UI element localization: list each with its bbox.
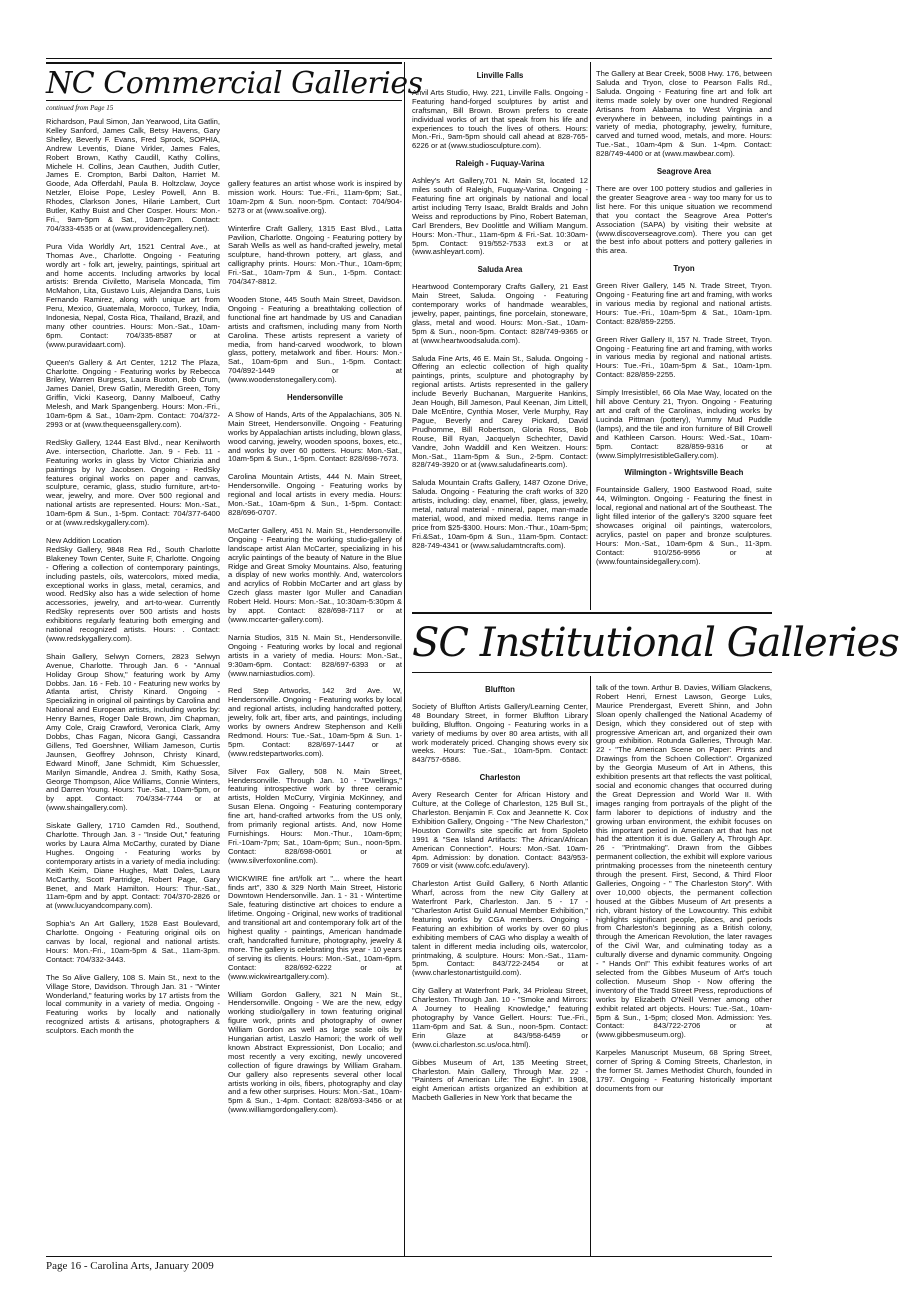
gallery-listing: Heartwood Contemporary Crafts Gallery, 21 East Main Street, Saluda. Ongoing - Featuring contemporary works of handmade wearables, jewelry, paper, paintings, fine porcelain, stoneware, glass, metal and wood. Hours: Mon.-Sat., 10am-5pm & Sun., noon-5pm. Contact: 828/749-9365 or at (www.heartwoodsaluda.com).	[412, 282, 588, 345]
gallery-listing: Siskate Gallery, 1710 Camden Rd., Southend, Charlotte. Through Jan. 3 - "Inside Out," featuring works by Laura Alma McCarthy, curated by Diane Hughes. Ongoing - Featuring works by contemporary artists in a variety of media including: Keith Keim, Diane Hughes, Matt Dales, Laura McCarthy, Scott Partridge, Robert Page, Gary Benet, and Mark Hamilton. Hours: Thur.-Sat., 11am-6pm and by appt. Contact: 704/370-2826 or at (www.lucyandcompany.com).	[46, 821, 220, 911]
nc-title-rule-bottom	[46, 100, 402, 101]
gallery-listing: Winterfire Craft Gallery, 1315 East Blvd., Latta Pavilion, Charlotte. Ongoing - Featuring pottery by Sarah Wells as well as hand-crafted jewelry, metal sculpture, hand-thrown pottery, art glass, and calligraphy prints. Hours: Mon.-Thur., 10am-6pm; Fri.-Sat., 10am-7pm & Sun., 1-5pm. Contact: 704/347-8812.	[228, 223, 402, 287]
continued-note: continued from Page 15	[46, 104, 114, 112]
region-heading: Linville Falls	[476, 71, 524, 80]
gallery-listing: Shain Gallery, Selwyn Corners, 2823 Selwyn Avenue, Charlotte. Through Jan. 6 - "Annual Holiday Group Show," featuring work by Amy Dobbs. Jan. 16 - Feb. 10 - Featuring new works by Atlanta artist, Christy Kinard. Ongoing - Specializing in original oil paintings by Carolina and National and European artists, including works by: Henry Barnes, Roger Dale Brown, Jim Chapman, Amy Cole, Craig Crawford, Veronica Clark, Amy Dobbs, Chas Fagan, Nicora Gangi, Cassandra Gillens, Ted Goershner, William Jameson, Curtis Jaunsen, Geoffrey Johnson, Christy Kinard, Edward Minoff, Jane Schmidt, Kim Schuessler, Marilyn Simandle, Andrea J. Smith, Kathy Sosa, George Thompson, Alice Williams, Connie Winters, and Darren Young. Hours: Tue.-Sat., 10am-5pm, or by appt. Contact: 704/334-7744 or at (www.shaingallery.com).	[46, 651, 220, 813]
column-3-lower	[412, 684, 588, 1112]
gallery-listing: Charleston Artist Guild Gallery, 6 North Atlantic Wharf, across from the new City Gallery at Waterfront Park, Charleston. Jan. 5 - 17 - "Charleston Artist Guild Annual Member Exhibition," featuring works by CGA members. Ongoing - Featuring an exhibition of works by over 60 plus exhibiting members of CAG who display a wealth of talent in different media including oils, watercolor, printmaking, & sculpture. Hours: Mon.-Sat., 11am-5pm. Contact: 843/722-2454 or at (www.charlestonartistguild.com).	[412, 879, 588, 978]
sc-title-rule-bottom	[412, 672, 772, 673]
column-2	[228, 180, 402, 1124]
gallery-listing: New Addition Location RedSky Gallery, 9848 Rea Rd., South Charlotte Blakeney Town Center, Suite F, Charlotte. Ongoing - Offering a collection of contemporary paintings, including pastels, oils, watercolors, mixed media, exceptional works in glass, metal, ceramics, and wood. RedSky also has a wide selection of home accessories, jewelry, and art-to-wear. Currently RedSky represents over 500 artists and hosts exhibitions regularly featuring both emerging and national recognized artists. Hours: . Contact: (www.redskygallery.com).	[46, 535, 220, 643]
region-heading: Raleigh - Fuquay-Varina	[455, 159, 545, 169]
gallery-listing: A Show of Hands, Arts of the Appalachians, 305 N. Main Street, Hendersonville. Ongoing - Featuring works by Appalachian artists including, blown glass, wood carving, jewelry, wooden spoons, boxes, etc., and works by over 60 potters. Hours: Mon.-Sat., 10am-5pm & Sun., 1-5pm. Contact: 828/698-7673.	[228, 409, 402, 464]
gallery-listing: Richardson, Paul Simon, Jan Yearwood, Lita Gatlin, Kelley Sanford, James Calk, Betsy Havens, Gary Shelley, Beverly F. Evans, Fred Sprock, SOPHIA, Andrew Leventis, Diane Virkler, James Fales, Robert Brown, Kathy Caudill, Kathy Collins, Michele H. Collins, Jean Cauthen, Judith Cutler, James E. Crompton, Barbi Dalton, Harriet M. Goode, Ada Offerdahl, Paula B. Holtzclaw, Joyce Netzler, Eloise Pope, Lesley Powell, Ann B. Rhodes, Clarkson Jones, Hilarie Lambert, Curt Butler, Kathy Buist and Cher Cosper. Hours: Mon.-Fri., 9am-5pm & Sat., 10am-2pm. Contact: 704/333-4535 or at (www.providencegallery.net).	[46, 117, 220, 233]
gallery-listing: Silver Fox Gallery, 508 N. Main Street, Hendersonville. Through Jan. 10 - "Dwellings," featuring introspective work by three ceramic artists, Holden McCurry, Virginia McKinney, and Susan Elena. Ongoing - Featuring contemporary fine art, hand-crafted artworks from the US only, from primarily regional artists. And, now Home Furnishings. Hours: Mon.-Thur., 10am-6pm; Fri.-10am-7pm; Sat., 10am-6pm; Sun., noon-5pm. Contact: 828/698-0601 or at (www.silverfoxonline.com).	[228, 766, 402, 865]
column-4	[596, 70, 772, 576]
gallery-listing: William Gordon Gallery, 321 N Main St., Hendersonville. Ongoing - We are the new, edgy working studio/gallery in town featuring original figure work, prints and photography of owner William Gordon as well as large scale oils by Hungarian artist, Laszlo Hamori; the work of well known Abstract Expressionist, Don Localio; and most recently a very exciting, newly uncovered collection of figure drawings by William Graham. Our gallery also represents several other local artists working in oils, fibers, photography and clay and a few other surprises. Hours: Mon.-Sat., 10am-5pm & Sun., 1-4pm. Contact: 828/693-3456 or at (www.williamgordongallery.com).	[228, 989, 402, 1115]
sc-section-title: SC Institutional Galleries	[412, 620, 899, 666]
region-heading: Hendersonville	[287, 393, 343, 403]
region-heading: Seagrove Area	[656, 167, 712, 177]
nc-title-rule-top	[46, 62, 402, 64]
gallery-listing: Karpeles Manuscript Museum, 68 Spring Street, corner of Spring & Coming Streets, Charleston, in the former St. James Methodist Church, founded in 1797. Ongoing - Featuring historically important documents from our	[596, 1048, 772, 1093]
gallery-listing: talk of the town. Arthur B. Davies, William Glackens, Robert Henri, Ernest Lawson, George Luks, Maurice Prendergast, Everett Shinn, and John Sloan openly challenged the National Academy of Design, which they considered out of step with progressive American art, and organized their own group exhibition. Rotunda Galleries, Through Mar. 22 - "The American Scene on Paper: Prints and Drawings from the Schoen Collection". Organized by the Georgia Museum of Art in Athens, this exhibition presents art that reflects the vast political, social and economic changes that occurred during the Great Depression and World War II. With images ranging from portrayals of the plight of the farm laborer to depictions of industry and the growing urban environment, the exhibit focuses on this important period in American art that has not had the attention it is due. Gallery A, Through Apr. 26 - "Printmaking". Drawn from the Gibbes permanent collection, the exhibit will explore various printmaking processes from the nineteenth century through the present. First, Second, & Third Floor Galleries, Ongoing - " The Charleston Story". With over 10,000 objects, the permanent collection housed at the Gibbes Museum of Art presents a rich, vibrant history of the Lowcountry. This exhibit highlights significant people, places, and periods from Charleston's beginning as a British colony, through the American Revolution, the later ravages of the Civil War, and culminating today as a culturally diverse and dynamic community. Ongoing - " Hands On!" This exhibit features works of art selected from the Gibbes Museum of Art's touch collection. Museum Shop - Now offering the inventory of the Tradd Street Press, reproductions of works by Elizabeth O'Neill Verner among other exhibit related art objects. Hours: Tue.-Sat., 10am-5pm & Sun., 1-5pm; closed Mon. Admission: Yes. Contact: 843/722-2706 or at (www.gibbesmuseum.org).	[596, 683, 773, 1040]
gallery-listing: City Gallery at Waterfront Park, 34 Prioleau Street, Charleston. Through Jan. 10 - "Smoke and Mirrors: A Journey to Healing Knowledge," featuring photography by Vance Gellert. Hours: Tue.-Fri., 11am-6pm and Sat. & Sun., noon-5pm. Contact: Erin Glaze at 843/958-6459 or (www.ci.charleston.sc.us/oca.html).	[412, 986, 588, 1049]
gallery-listing: McCarter Gallery, 451 N. Main St., Hendersonville. Ongoing - Featuring the working studio-gallery of landscape artist Alan McCarter, specializing in his acrylic paintings of the beauty of Nature in the Blue Ridge and Great Smoky Mountains. Also, featuring a display of new works monthly. And, watercolors and acrylics of Robbin McCarter and art glass by Czech glass master Igor Muller and Canadian Robert Held. Hours: Mon.-Sat., 10:30am-5:30pm & by appt. Contact: 828/698-7117 or at (www.mccarter-gallery.com).	[228, 525, 402, 624]
nc-section-title: NC Commercial Galleries	[46, 66, 423, 101]
gallery-listing: The Gallery at Bear Creek, 5008 Hwy. 176, between Saluda and Tryon, close to Pearson Falls Rd., Saluda. Ongoing - Featuring fine art and folk art items made solely by over one hundred Regional Artisans from Alabama to West Virginia and everywhere in between, including paintings in a variety of media, photography, jewelry, furniture, carved and turned wood, metals, and more. Hours: Tue.-Sat., 10am-4pm & Sun. 1-4pm. Contact: 828/749-4400 or at (www.mawbear.com).	[596, 69, 772, 159]
bottom-rule	[46, 1256, 772, 1257]
gallery-listing: Red Step Artworks, 142 3rd Ave. W, Hendersonville. Ongoing - Featuring works by local and regional artists, including handcrafted pottery, jewelry, folk art, fiber arts, and paintings, including works by owners Andrew Stephenson and Kelli Redmond. Hours: Tue.-Sat., 10am-5pm & Sun. 1-5pm. Contact: 828/697-1447 or at (www.redstepartworks.com).	[228, 686, 402, 758]
gallery-listing: Fountainside Gallery, 1900 Eastwood Road, suite 44, Wilmington. Ongoing - Featuring the finest in local, regional and national art of the Southeast. The light filled interior of the gallery's 3200 square feet showcases original oil paintings, watercolors, acrylics, pastel on paper and bronze sculptures. Hours: Mon.-Sat., 10am-6pm & Sun., 11-3pm. Contact: 910/256-9956 or at (www.fountainsidegallery.com).	[596, 485, 772, 566]
gallery-listing: Avery Research Center for African History and Culture, at the College of Charleston, 125 Bull St., Charleston. Benjamin F. Cox and Jeannette K. Cox Exhibition Gallery, Ongoing - "The New Charleston," Houston Conwill's site specific art from Spoleto 1991 & "Sea Island Artifacts: The African/African American Connection". Hours: Mon.-Sat. 10am-4pm. Admission: by donation. Contact: 843/953-7609 or visit (www.cofc.edu/avery).	[412, 790, 588, 871]
column-3	[412, 70, 588, 560]
region-heading: Bluffton	[485, 685, 515, 694]
gallery-listing: Queen's Gallery & Art Center, 1212 The Plaza, Charlotte. Ongoing - Featuring works by Rebecca Briley, Warren Burgess, Laura Buxton, Bob Crum, James Daniel, Drew Gatlin, Meredith Green, Tony Griffin, Vicki Kaseorg, Danny Malboeuf, Cathy Melesh, and Mark Spangenberg. Hours: Mon.-Fri., 10am-6pm & Sat., 10am-2pm. Contact: 704/372-2993 or at (www.thequeensgallery.com).	[46, 357, 220, 429]
region-heading: Tryon	[673, 264, 695, 274]
gallery-listing: WICKWIRE fine art/folk art "... where the heart finds art", 330 & 329 North Main Street, Historic Downtown Hendersonville. Jan. 1 - 31 - Wintertime Sale, featuring distinctive art choices to endure a lifetime. Ongoing - Original, new works of traditional and transitional art and contemporary folk art of the highest quality - paintings, American handmade craft, handcrafted furniture, photography, jewelry & more. The gallery is celebrating this year - 10 years of serving its clients. Hours: Mon.-Sat., 10am-6pm. Contact: 828/692-6222 or at (www.wickwireartgallery.com).	[228, 873, 402, 981]
gallery-listing: Ashley's Art Gallery,701 N. Main St, located 12 miles south of Raleigh, Fuquay-Varina. Ongoing - Featuring fine art originals by national and local artist including Terry Isaac, Braldt Bralds and John Weiss and reproductions by Pino, Robert Bateman, Carl Brenders, Bev Doolittle and William Mangum. Hours: Mon.-Thur., 11am-6pm & Fri.-Sat. 10:30am-5pm. Contact: 919/552-7533 ext.3 or at (www.ashleyart.com).	[412, 176, 588, 257]
region-heading: Wilmington - Wrightsville Beach	[624, 468, 744, 478]
column-divider	[404, 62, 405, 1256]
region-heading: Charleston	[479, 773, 521, 783]
sc-title-rule-top	[412, 612, 772, 614]
gallery-listing: Gibbes Museum of Art, 135 Meeting Street, Charleston. Main Gallery, Through Mar. 22 - "Painters of American Life: The Eight". In 1908, eight American artists organized an exhibition at Macbeth Galleries in New York that became the	[412, 1057, 588, 1103]
gallery-listing: Narnia Studios, 315 N. Main St., Hendersonville. Ongoing - Featuring works by local and regional artists in a variety of media. Hours: Mon.-Sat., 9:30am-6pm. Contact: 828/697-6393 or at (www.narniastudios.com).	[228, 632, 402, 678]
gallery-listing: Carolina Mountain Artists, 444 N. Main Street, Hendersonville. Ongoing - Featuring works by regional and local artists in every media. Hours: Mon.-Sat., 10am-6pm & Sun., 1-5pm. Contact: 828/696-0707.	[228, 472, 402, 517]
gallery-listing: Sophia's An Art Gallery, 1528 East Boulevard, Charlotte. Ongoing - Featuring original oils on canvas by local, regional and national artists. Hours: Mon.-Fri., 10am-5pm & Sat., 11am-3pm. Contact: 704/332-3443.	[46, 919, 220, 964]
gallery-listing: Saluda Fine Arts, 46 E. Main St., Saluda. Ongoing - Offering an eclectic collection of high quality paintings, prints, sculpture and photography by regional artists. Artists represented in the gallery include Beverly Buchanan, Marguerite Hankins, Jean Hough, Bill Jameson, Paul Keenan, Jim Littell, Dale McEntire, Cynthia Moser, Verle Murphy, Ray Pague, Beverly and Carey Pickard, David Prudhomme, Bill Robertson, Gloria Ross, Bob Rouse, Bill Ryan, Jacquelyn Schechter, David Vandre, John Waddill and Ken Weitzen. Hours: Mon.-Sat., 11am-5pm & Sun., 2-5pm. Contact: 828/749-3920 or at (www.saludafinearts.com).	[412, 353, 588, 470]
gallery-listing: gallery features an artist whose work is inspired by mission work. Hours: Tue.-Fri., 11am-6pm; Sat., 10am-2pm & Sun. noon-5pm. Contact: 704/904-5273 or at (www.soalive.org).	[228, 179, 402, 215]
top-rule	[46, 58, 772, 59]
gallery-listing: Green River Gallery, 145 N. Trade Street, Tryon. Ongoing - Featuring fine art and framing, with works in various media by regional and national artists. Hours: Tue.-Fri., 10am-5pm & Sat., 10am-1pm. Contact: 828/859-2255.	[596, 281, 772, 326]
column-divider	[590, 676, 591, 1256]
gallery-listing: Anvil Arts Studio, Hwy. 221, Linville Falls. Ongoing - Featuring hand-forged sculptures by artist and craftsman, Bill Brown. Brown prefers to create individual works of art that speak from his life and experiences to touch the lives of others. Hours: Mon.-Fri., 9am-5pm should call ahead at 828-765-6226 or at (www.studiosculpture.com).	[412, 87, 588, 151]
region-heading: Saluda Area	[477, 265, 523, 275]
column-divider	[590, 62, 591, 610]
gallery-listing: RedSky Gallery, 1244 East Blvd., near Kenilworth Ave. intersection, Charlotte. Jan. 9 - Feb. 11 - Featuring works in glass by Victor Chiarizia and paintings by Ivy Jacobsen. Ongoing - RedSky features original works on paper and canvas, sculpture, ceramic, glass, studio furniture, art-to-wear, jewelry, and more. Over 500 regional and national artists are represented. Hours: Mon.-Sat., 10am-6pm & Sun., 1-5pm. Contact: 704/377-6400 or at (www.redskygallery.com).	[46, 437, 220, 528]
gallery-listing: Pura Vida Worldly Art, 1521 Central Ave., at Thomas Ave., Charlotte. Ongoing - Featuring wordly art - folk art, jewelry, paintings, spiritual art and home accents. Including artworks by local artists: Brenda Civiletto, Marisela Moncada, Tim McMahon, Lita, Gustavo Luis, Alejandra Dans, Luis Fernando Ramirez, along with unique art from Peru, Mexico, Guatemala, Morocco, Turkey, India, Indonesia, Nepal, Costa Rica, Thailand, Brazil, and many other countries. Hours: Mon.-Sat., 10am-6pm. Contact: 704/335-8587 or at (www.puravidaart.com).	[46, 241, 220, 349]
gallery-listing: Simply Irresistible!, 66 Ola Mae Way, located on the hill above Century 21, Tryon. Ongoing - Featuring art and craft of the Carolinas, including works by Lucinda Pittman (pottery), Yummy Mud Puddle (lamps), and the tile and iron furniture of Bill Crowell and Kathleen Carson. Hours: Wed.-Sat., 10am-5pm. Contact: 828/859-9316 or at (www.SimplyIrresistibleGallery.com).	[596, 388, 772, 460]
gallery-listing: Wooden Stone, 445 South Main Street, Davidson. Ongoing - Featuring a breathtaking collection of functional fine art handmade by US and Canadian artists and craftsmen, including many from North Carolina. These artists represent a variety of media, from hand-carved woodwork, to blown glass, pottery, metalwork and fiber. Hours: Mon.-Sat., 10am-6pm and Sun., 1-5pm. Contact: 704/892-1449 or at (www.woodenstonegallery.com).	[228, 294, 402, 385]
gallery-listing: There are over 100 pottery studios and galleries in the greater Seagrove area - way too many for us to list here. For this unique situation we recommend that you contact the Seagrove Area Potter's Association (SAPA) by visiting their website at (www.discoverseagrove.com). There you can get the best info about potters and pottery galleries in this area.	[596, 183, 772, 256]
gallery-listing: The So Alive Gallery, 108 S. Main St., next to the Village Store, Davidson. Through Jan. 31 - "Winter Wonderland," featuring works by 17 artists from the local community in a variety of media. Ongoing - Featuring works by locally and nationally recognized artists & artisans, photographers & sculptors. Each month the	[46, 972, 220, 1036]
page-footer: Page 16 - Carolina Arts, January 2009	[46, 1260, 214, 1272]
column-1	[46, 118, 220, 1045]
gallery-listing: Society of Bluffton Artists Gallery/Learning Center, 48 Boundary Street, in former Bluffton Library building, Bluffton. Ongoing - Featuring works in a variety of mediums by over 80 area artists, with all work moderately priced. Changing shows every six weeks. Hours: Tue.-Sat., 10am-5pm. Contact: 843/757-6586.	[412, 701, 588, 765]
column-4-lower	[596, 684, 772, 1103]
gallery-listing: Green River Gallery II, 157 N. Trade Street, Tryon. Ongoing - Featuring fine art and framing, with works in various media by regional and national artists. Hours: Tue.-Fri., 10am-5pm & Sat., 10am-1pm. Contact: 828/859-2255.	[596, 334, 772, 380]
gallery-listing: Saluda Mountain Crafts Gallery, 1487 Ozone Drive, Saluda. Ongoing - Featuring the craft works of 320 artists, including: clay, enamel, fiber, glass, jewelry, metal, natural material - mineral, paper, man-made material, wood, and mixed media. Items range in price from $25-$300. Hours: Mon.-Thur., 10am-5pm; Fri.&Sat., 10am-6pm & Sun., 11am-5pm. Contact: 828-749-4341 or (www.saludamtncrafts.com).	[412, 478, 588, 550]
